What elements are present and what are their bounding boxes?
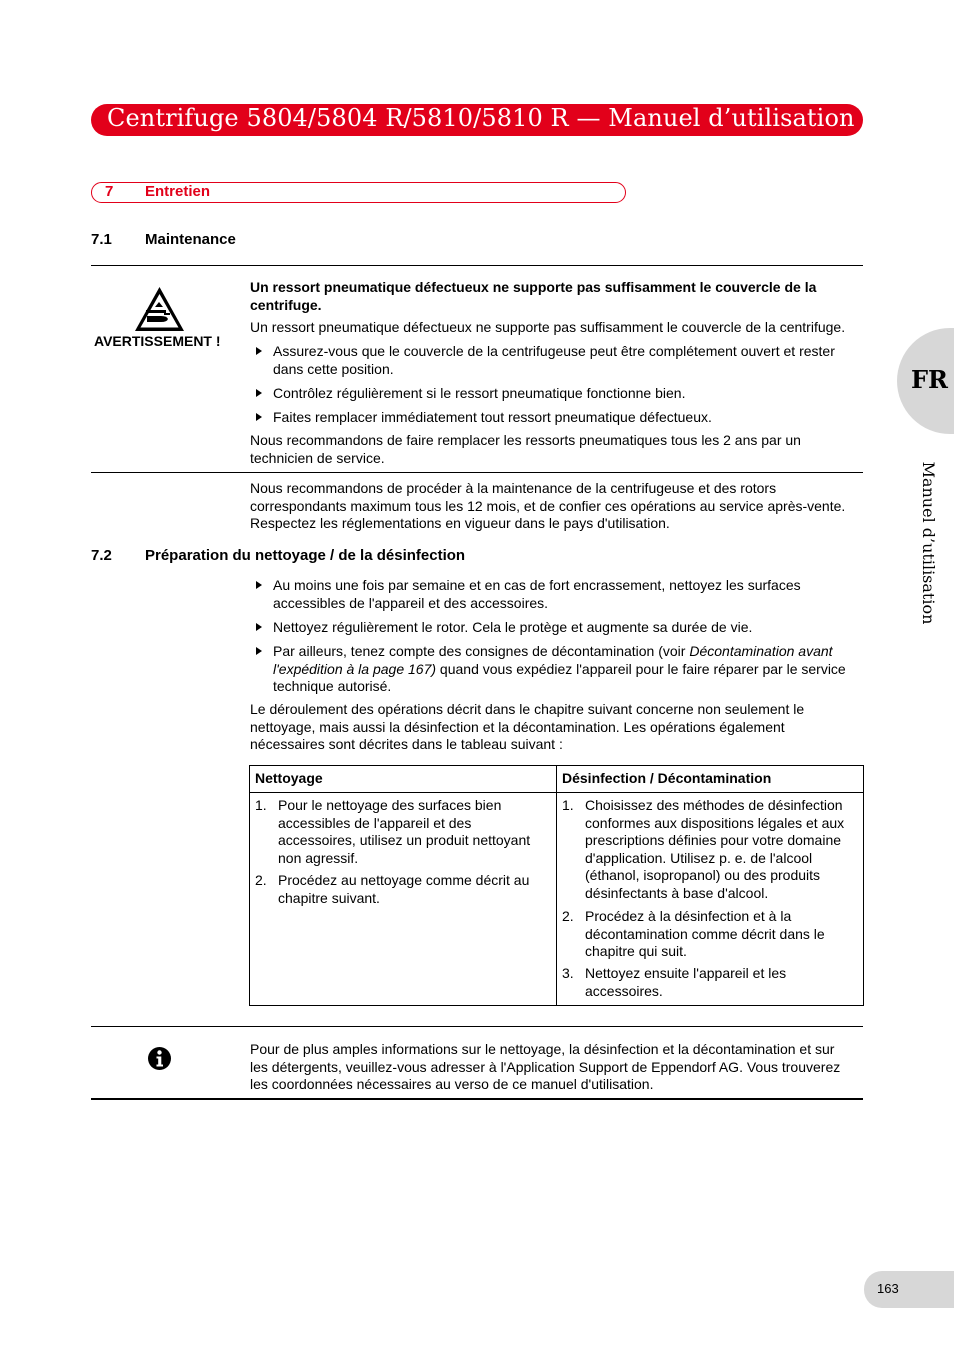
list-item-text-part: Par ailleurs, tenez compte des consignes de décontamination (voir <box>273 643 690 659</box>
section-number: 7.2 <box>91 547 112 564</box>
procedure-paragraph-cont: nettoyage, mais aussi la désinfection et la décontamination. Les opérations également <box>250 718 785 735</box>
warning-closing: Nous recommandons de faire remplacer les ressorts pneumatiques tous les 2 ans par un <box>250 432 801 448</box>
info-text-cont: les détergents, veuillez-vous adresser à l'Application Support de Eppendorf AG. Vous trouverez <box>250 1058 841 1075</box>
table-item-text: accessibles de l'appareil et des <box>278 814 472 831</box>
maintenance-paragraph-cont: correspondants maximum tous les 12 mois, et de confier ces opérations au service après-vente. <box>250 497 846 514</box>
table-item-text: Pour le nettoyage des surfaces bien <box>278 797 502 813</box>
list-item-text: Faites remplacer immédiatement tout ressort pneumatique défectueux. <box>273 409 712 425</box>
table-item-text: accessoires, utilisez un produit nettoyant <box>278 832 531 848</box>
table-item-number: 2. <box>255 872 267 888</box>
bullet-arrow-icon <box>256 647 262 655</box>
table-item-number: 2. <box>562 908 574 924</box>
list-item-text <box>273 661 864 679</box>
info-icon <box>148 1047 171 1073</box>
bullet-arrow-icon <box>256 389 262 397</box>
procedure-paragraph: Le déroulement des opérations décrit dans le chapitre suivant concerne non seulement le <box>250 701 805 717</box>
list-item-text-part: quand vous expédiez l'appareil pour le faire réparer par le service <box>436 660 846 677</box>
table-item-text: Procédez à la désinfection et à la <box>585 908 792 924</box>
table-item-number: 1. <box>255 797 267 813</box>
procedure-paragraph-cont: nécessaires sont décrites dans le tableau suivant : <box>250 736 563 752</box>
list-item-text: Assurez-vous que le couvercle de la centrifugeuse peut être complétement ouvert et rester <box>273 343 835 359</box>
table-item-text: décontamination comme décrit dans le <box>585 925 825 942</box>
table-item-text: prescriptions définies pour votre domaine <box>585 832 842 848</box>
table-item-text: Procédez au nettoyage comme décrit au <box>278 872 530 888</box>
list-item-text: Nettoyez régulièrement le rotor. Cela le protège et augmente sa durée de vie. <box>273 619 753 635</box>
bullet-arrow-icon <box>256 581 262 589</box>
info-text: Pour de plus amples informations sur le nettoyage, la désinfection et la décontamination et sur <box>250 1041 835 1057</box>
chapter-title: Entretien <box>145 183 211 200</box>
table-header-cleaning: Nettoyage <box>255 770 323 786</box>
list-item-text: Au moins une fois par semaine et en cas de fort encrassement, nettoyez les surfaces <box>273 577 801 593</box>
table-item-text: conformes aux dispositions légales et aux <box>585 814 845 831</box>
warning-headline: Un ressort pneumatique défectueux ne supporte pas suffisamment le couvercle de la <box>250 279 817 295</box>
language-code: FR <box>911 365 948 394</box>
warning-intro: Un ressort pneumatique défectueux ne supporte pas suffisamment le couvercle de la centrifuge. <box>250 319 846 335</box>
table-item-text: non agressif. <box>278 849 359 866</box>
section-title: Maintenance <box>145 231 236 248</box>
section-title: Préparation du nettoyage / de la désinfection <box>145 547 466 564</box>
page-number: 163 <box>877 1281 899 1296</box>
warning-closing-cont: technicien de service. <box>250 449 385 466</box>
warning-label: AVERTISSEMENT ! <box>94 333 221 349</box>
bullet-arrow-icon <box>256 413 262 421</box>
cross-reference-link[interactable]: Décontamination avant <box>689 643 833 659</box>
list-item-text: dans cette position. <box>273 360 394 377</box>
cross-reference-link[interactable]: l'expédition à la page 167) <box>273 660 437 677</box>
table-item-text: Nettoyez ensuite l'appareil et les <box>585 965 787 981</box>
side-manual-label: Manuel d’utilisation <box>919 461 938 625</box>
table-item-text: Choisissez des méthodes de désinfection <box>585 797 843 813</box>
section-number: 7.1 <box>91 231 112 248</box>
bullet-arrow-icon <box>256 623 262 631</box>
warning-top-rule <box>91 265 863 266</box>
list-item-text: Contrôlez régulièrement si le ressort pneumatique fonctionne bien. <box>273 385 686 401</box>
table-item-text: désinfectants à base d'alcool. <box>585 884 769 901</box>
table-item-number: 1. <box>562 797 574 813</box>
warning-headline-cont: centrifuge. <box>250 296 322 313</box>
chapter-number: 7 <box>105 183 114 200</box>
info-bottom-rule <box>91 1098 863 1100</box>
hand-crush-warning-icon <box>133 285 186 336</box>
maintenance-paragraph: Nous recommandons de procéder à la maintenance de la centrifugeuse et des rotors <box>250 480 777 496</box>
table-item-text: d'application. Utilisez p. e. de l'alcool <box>585 849 813 866</box>
table-item-text: chapitre qui suit. <box>585 943 687 959</box>
bullet-arrow-icon <box>256 347 262 355</box>
table-header-disinfection: Désinfection / Décontamination <box>562 770 772 786</box>
info-text-cont: les coordonnées nécessaires au verso de ce manuel d'utilisation. <box>250 1076 654 1092</box>
info-top-rule <box>91 1026 863 1027</box>
list-item-text: accessibles de l'appareil et des accessoires. <box>273 594 549 611</box>
table-item-number: 3. <box>562 965 574 981</box>
table-column-divider <box>556 765 557 1006</box>
warning-bottom-rule <box>91 472 863 473</box>
table-item-text: accessoires. <box>585 982 663 999</box>
table-item-text: chapitre suivant. <box>278 889 380 906</box>
list-item-text <box>273 643 864 661</box>
document-title: Centrifuge 5804/5804 R/5810/5810 R — Manuel d’utilisation <box>107 104 855 132</box>
table-header-divider <box>249 792 864 793</box>
list-item-text: technique autorisé. <box>273 678 392 694</box>
table-item-text: (éthanol, isopropanol) ou des produits <box>585 867 821 883</box>
maintenance-paragraph-cont: Respectez les réglementations en vigueur dans le pays d'utilisation. <box>250 515 670 531</box>
